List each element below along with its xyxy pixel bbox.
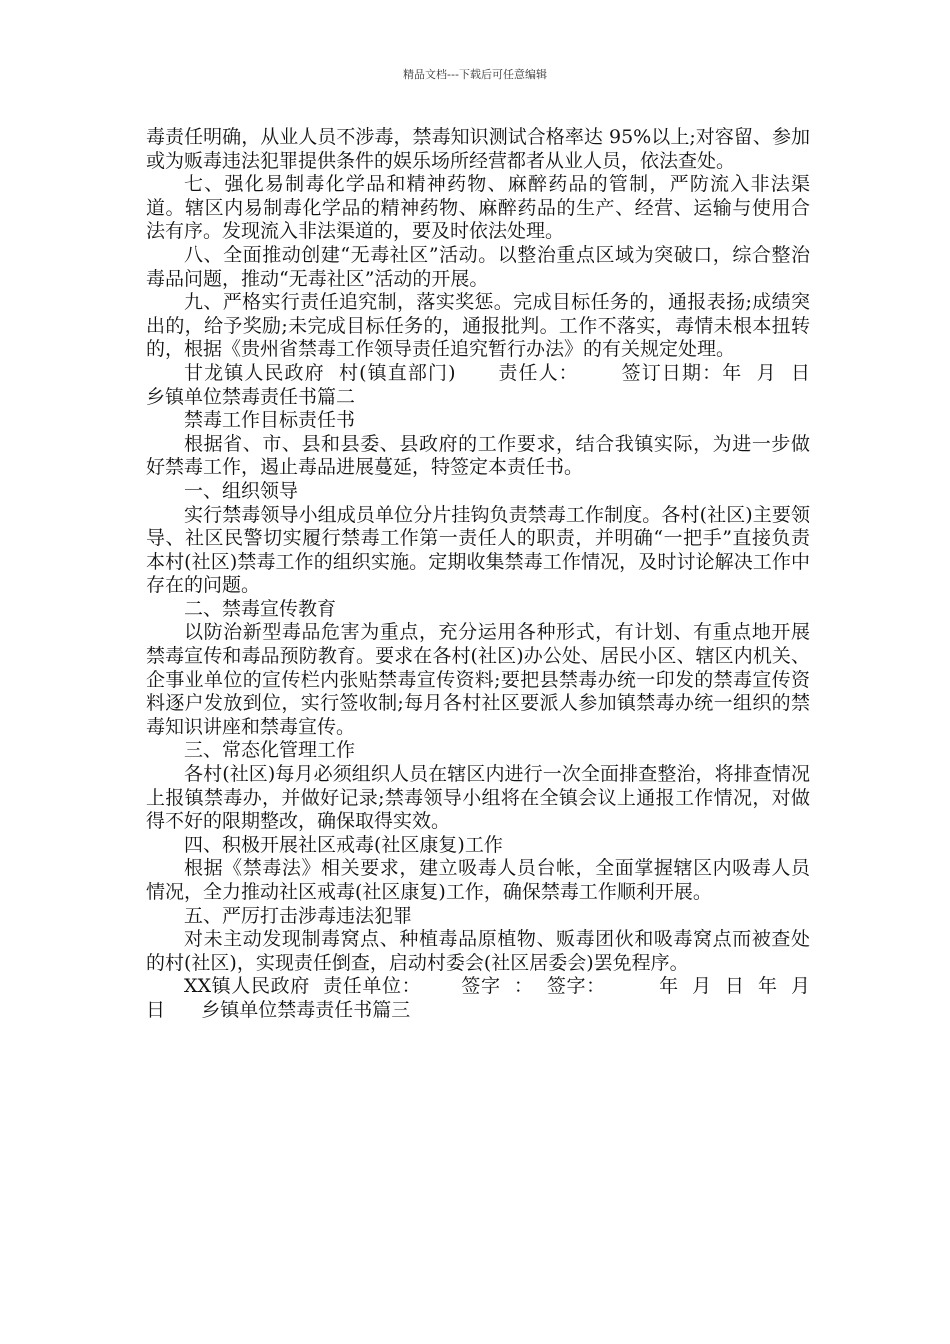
- paragraph: XX镇人民政府 责任单位： 签字 ： 签字： 年 月 日 年 月 日 乡镇单位禁毒责任书篇三: [146, 975, 823, 1021]
- paragraph: 三、常态化管理工作: [184, 739, 356, 762]
- paragraph: 对未主动发现制毒窝点、种植毒品原植物、贩毒团伙和吸毒窝点而被查处的村(社区)，实现责任倒查，启动村委会(社区居委会)罢免程序。: [146, 928, 810, 974]
- page-header: 精品文档---下载后可任意编辑: [403, 68, 547, 81]
- paragraph: 七、强化易制毒化学品和精神药物、麻醉药品的管制，严防流入非法渠道。辖区内易制毒化学品的精神药物、麻醉药品的生产、经营、运输与使用合法有序。发现流入非法渠道的，要及时依法处理。: [146, 173, 810, 243]
- paragraph: 根据《禁毒法》相关要求，建立吸毒人员台帐，全面掌握辖区内吸毒人员情况，全力推动社区戒毒(社区康复)工作，确保禁毒工作顺利开展。: [146, 857, 810, 903]
- paragraph: 甘龙镇人民政府 村(镇直部门) 责任人： 签订日期：年 月 日 乡镇单位禁毒责任书篇二: [146, 361, 847, 408]
- document-body: [146, 126, 847, 1023]
- paragraph: 五、严厉打击涉毒违法犯罪: [184, 904, 413, 927]
- paragraph: 八、全面推动创建“无毒社区”活动。以整治重点区域为突破口，综合整治毒品问题，推动“无毒社区”活动的开展。: [146, 243, 810, 290]
- paragraph: 根据省、市、县和县委、县政府的工作要求，结合我镇实际，为进一步做好禁毒工作，遏止毒品进展蔓延，特签定本责任书。: [146, 432, 810, 479]
- paragraph: 禁毒工作目标责任书: [184, 409, 356, 432]
- paragraph: 四、积极开展社区戒毒(社区康复)工作: [184, 833, 503, 856]
- paragraph: 九、严格实行责任追究制，落实奖惩。完成目标任务的，通报表扬;成绩突出的，给予奖励;未完成目标任务的，通报批判。工作不落实，毒情未根本扭转的，根据《贵州省禁毒工作领导责任追究暂行办法》的有关规定处理。: [146, 291, 810, 361]
- paragraph: 一、组织领导: [184, 479, 299, 502]
- paragraph: 以防治新型毒品危害为重点，充分运用各种形式，有计划、有重点地开展禁毒宣传和毒品预防教育。要求在各村(社区)办公处、居民小区、辖区内机关、企事业单位的宣传栏内张贴禁毒宣传资料;要把县禁毒办统一印发的禁毒宣传资料逐户发放到位，实行签收制;每月各村社区要派人参加镇禁毒办统一组织的禁毒知识讲座和禁毒宣传。: [146, 621, 810, 738]
- paragraph: 二、禁毒宣传教育: [184, 597, 337, 620]
- paragraph: 各村(社区)每月必须组织人员在辖区内进行一次全面排查整治，将排查情况上报镇禁毒办，并做好记录;禁毒领导小组将在全镇会议上通报工作情况，对做得不好的限期整改，确保取得实效。: [146, 763, 810, 833]
- paragraph: 实行禁毒领导小组成员单位分片挂钩负责禁毒工作制度。各村(社区)主要领导、社区民警切实履行禁毒工作第一责任人的职责，并明确“一把手”直接负责本村(社区)禁毒工作的组织实施。定期收集禁毒工作情况，及时讨论解决工作中存在的问题。: [146, 503, 810, 597]
- paragraph: 毒责任明确，从业人员不涉毒，禁毒知识测试合格率达 95%以上;对容留、参加或为贩毒违法犯罪提供条件的娱乐场所经营都者从业人员，依法查处。: [146, 126, 810, 172]
